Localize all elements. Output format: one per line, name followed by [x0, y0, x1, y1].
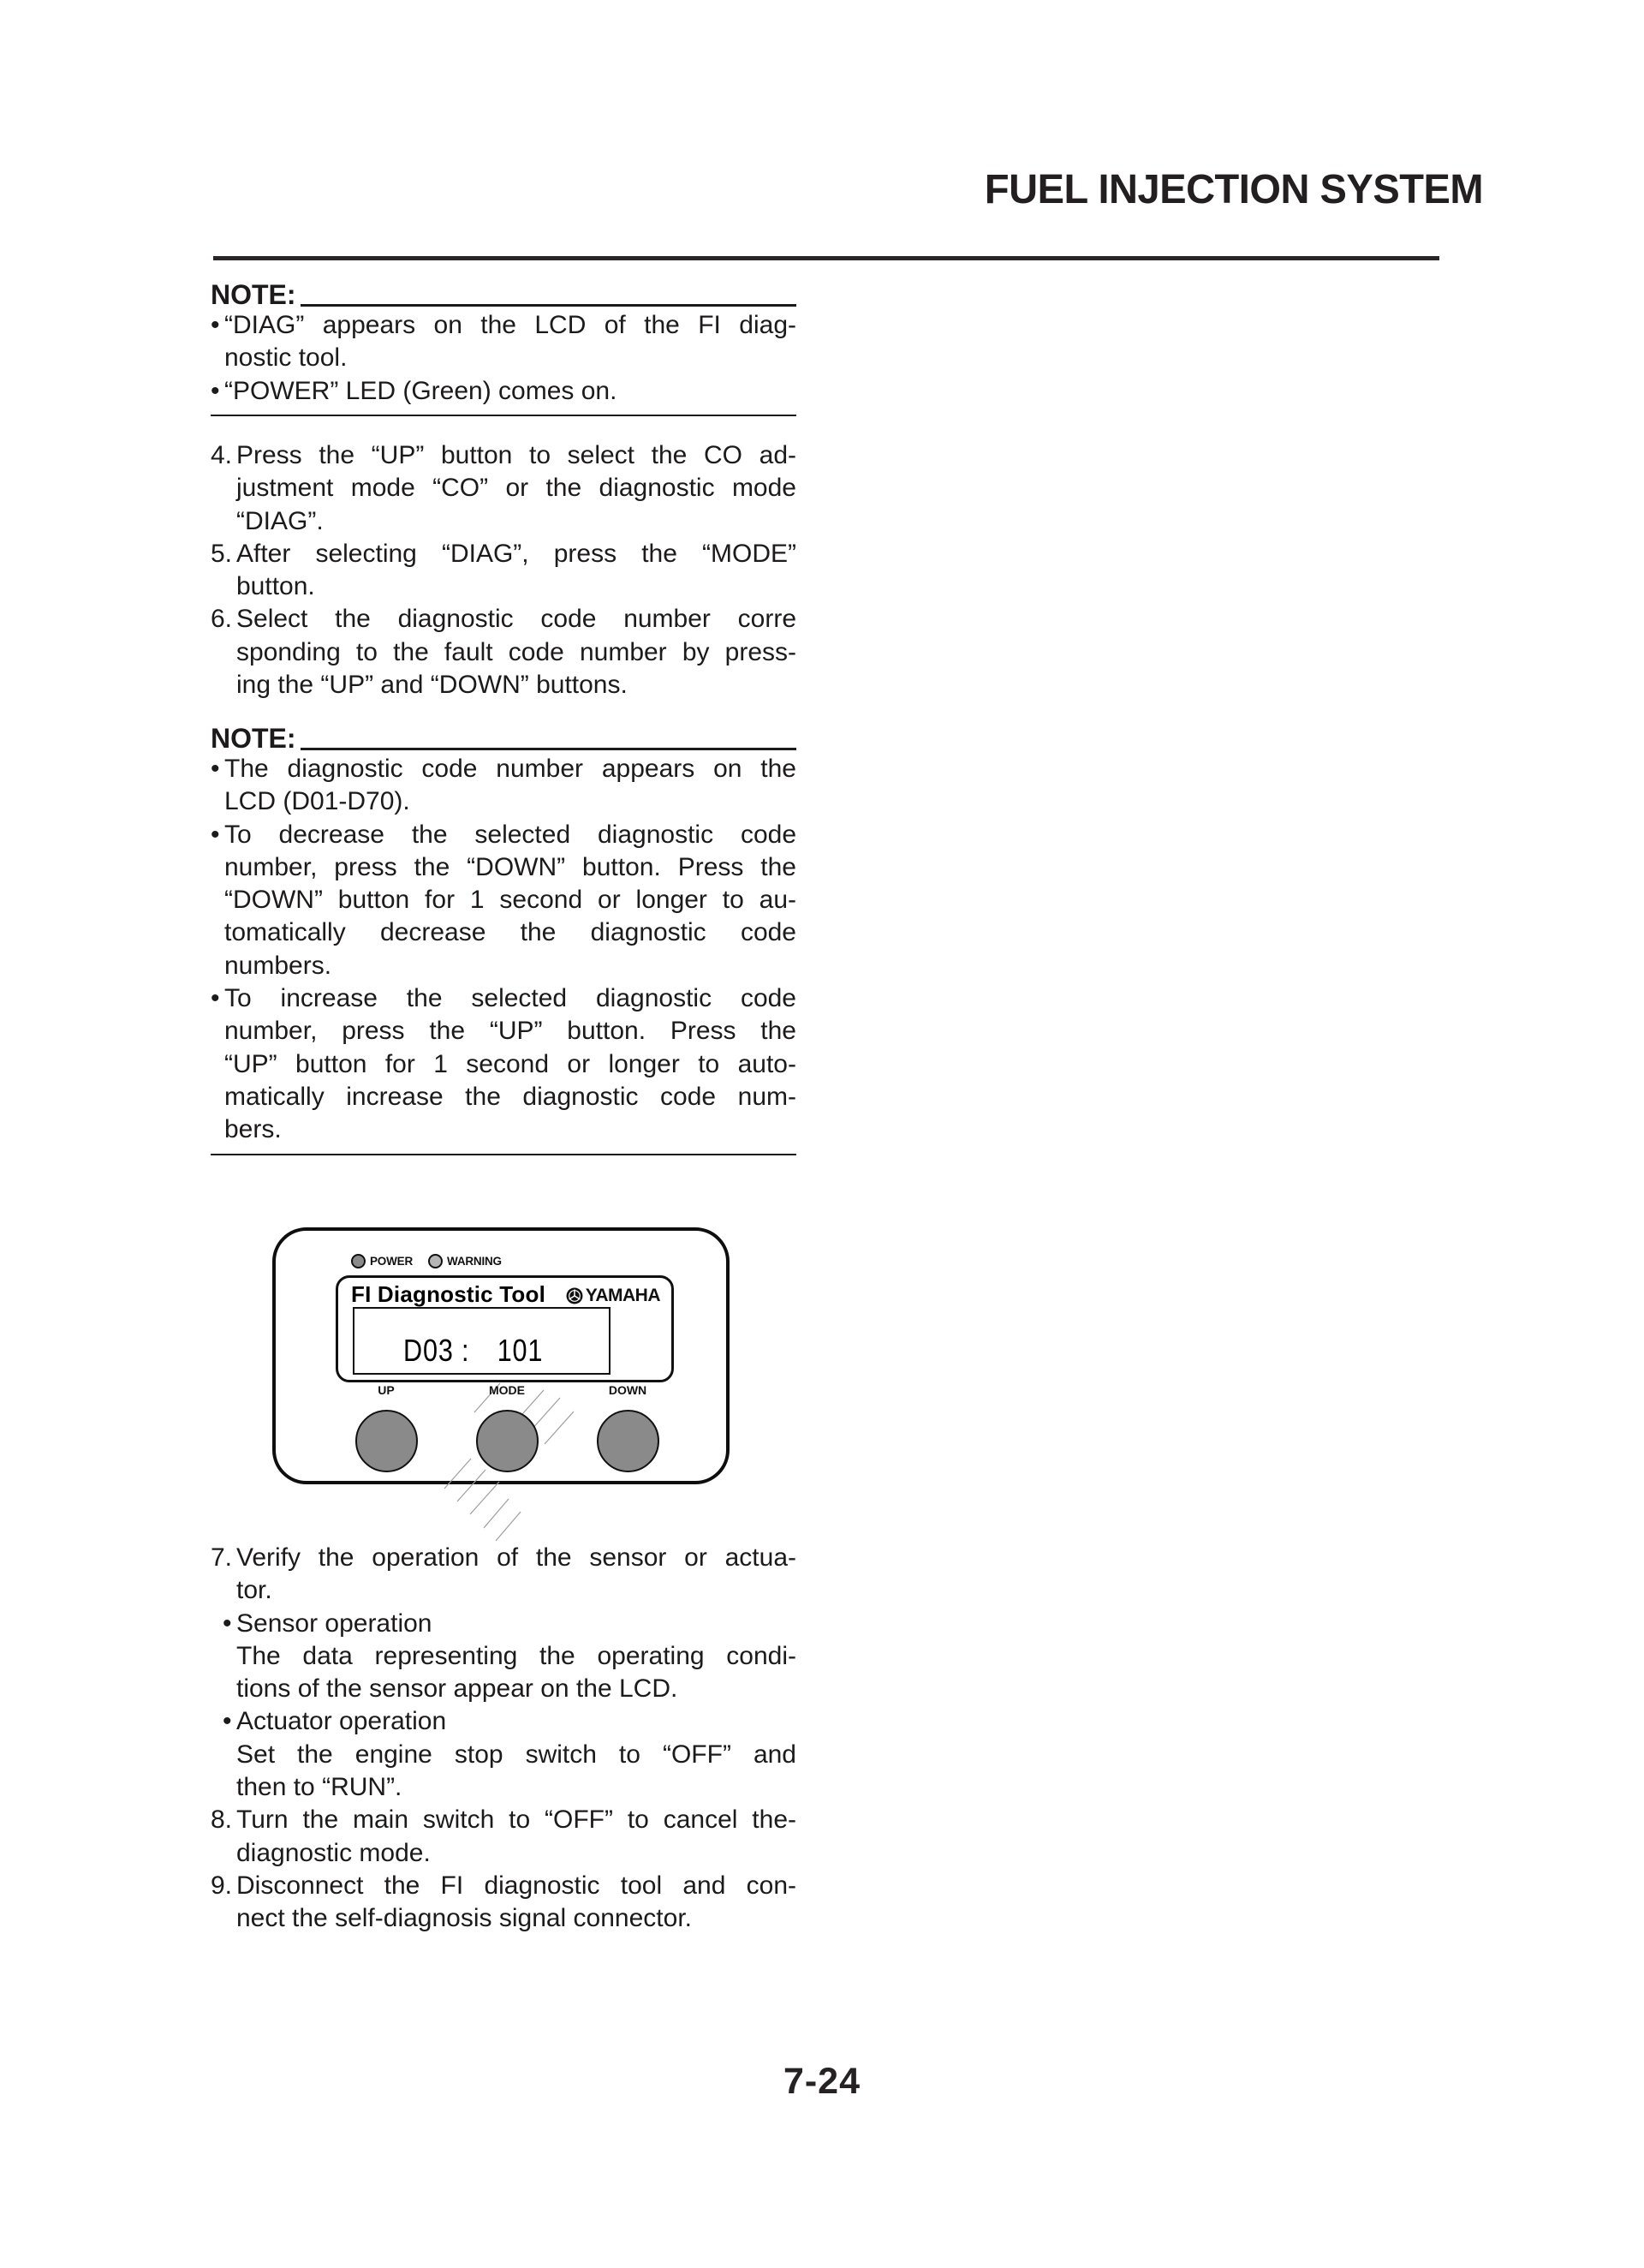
- step-number: 6.: [211, 605, 233, 634]
- step-line: Turn the main switch to “OFF” to cancel the-: [236, 1805, 796, 1835]
- mode-button-label: MODE: [489, 1383, 525, 1397]
- warning-led: [428, 1254, 502, 1268]
- note-bullet-item: [211, 982, 796, 1146]
- continuation-text: [211, 1640, 796, 1706]
- up-button-label: UP: [378, 1383, 395, 1397]
- note-bullet-line: “DIAG” appears on the LCD of the FI diag-: [224, 311, 796, 339]
- note-bullet-line: “UP” button for 1 second or longer to auto-: [224, 1049, 796, 1078]
- note-bullet-line: nostic tool.: [224, 343, 348, 373]
- note-bullet-item: [211, 819, 796, 982]
- note-bullet-line: tomatically decrease the diagnostic code: [224, 918, 796, 947]
- step-line: The data representing the operating condi-: [236, 1641, 796, 1670]
- continuation-text: [211, 1739, 796, 1805]
- step-line: diagnostic mode.: [236, 1838, 431, 1867]
- step-line: Select the diagnostic code number corre: [236, 605, 796, 634]
- step-line: ing the “UP” and “DOWN” buttons.: [236, 671, 628, 700]
- note-block-2: [211, 722, 796, 1155]
- down-button-label: DOWN: [608, 1383, 647, 1397]
- mode-button: [447, 1382, 567, 1472]
- bullet-dot: •: [223, 1707, 232, 1736]
- step-line: Press the “UP” button to select the CO ad-: [236, 441, 796, 469]
- power-led-circle: [351, 1254, 366, 1268]
- note-bullet-line: bers.: [224, 1115, 282, 1144]
- warning-led-label: WARNING: [447, 1255, 502, 1268]
- step-number: 7.: [211, 1543, 233, 1572]
- note-underline: [301, 748, 796, 750]
- note-bullet-line: To increase the selected diagnostic code: [224, 984, 796, 1013]
- step-line: justment mode “CO” or the diagnostic mode: [236, 474, 796, 503]
- note-bullet-line: To decrease the selected diagnostic code: [224, 820, 796, 849]
- step-item: [211, 1804, 796, 1870]
- step-number: 9.: [211, 1871, 233, 1900]
- sub-bullet-item: [211, 1608, 796, 1640]
- step-line: sponding to the fault code number by press-: [236, 637, 796, 666]
- note-bullet-line: The diagnostic code number appears on the: [224, 755, 796, 783]
- bullet-dot: •: [211, 755, 220, 783]
- step-number: 8.: [211, 1805, 233, 1835]
- note-end-rule: [211, 415, 796, 416]
- lcd-code: D03 :: [403, 1333, 470, 1368]
- step-line: Sensor operation: [236, 1608, 432, 1638]
- led-row: [351, 1254, 502, 1268]
- step-number: 4.: [211, 441, 233, 469]
- tool-front-panel: [336, 1275, 674, 1382]
- step-line: Verify the operation of the sensor or actua-: [236, 1543, 796, 1572]
- mode-button-circle: [476, 1410, 539, 1472]
- bullet-dot: •: [211, 984, 220, 1013]
- bullet-dot: •: [211, 376, 220, 405]
- up-button: [326, 1382, 446, 1472]
- note-bullet-line: numbers.: [224, 951, 332, 980]
- bullet-dot: •: [223, 1608, 232, 1638]
- note-bullet-line: “DOWN” button for 1 second or longer to au-: [224, 886, 796, 915]
- note-bullet-item: [211, 375, 796, 408]
- panel-title: FI Diagnostic Tool: [351, 1281, 545, 1307]
- step-line: Set the engine stop switch to “OFF” and: [236, 1740, 796, 1769]
- step-line: nect the self-diagnosis signal connector.: [236, 1904, 692, 1933]
- step-line: Actuator operation: [236, 1707, 447, 1736]
- step-line: button.: [236, 572, 315, 601]
- note1-items: [211, 309, 796, 408]
- step-line: then to “RUN”.: [236, 1773, 402, 1802]
- step-item: [211, 1870, 796, 1936]
- note-bullet-item: [211, 753, 796, 819]
- step-number: 5.: [211, 539, 233, 568]
- lcd-value: 101: [497, 1333, 544, 1368]
- step-line: Disconnect the FI diagnostic tool and con-: [236, 1871, 796, 1900]
- brand-name: YAMAHA: [585, 1286, 660, 1305]
- power-led-label: POWER: [370, 1255, 414, 1268]
- step-item: [211, 538, 796, 604]
- fi-diagnostic-tool-diagram: [272, 1227, 730, 1484]
- steps-7-9: [211, 1542, 796, 1936]
- note-underline: [301, 304, 796, 307]
- note-block-1: [211, 278, 796, 416]
- page-title: FUEL INJECTION SYSTEM: [984, 167, 1483, 212]
- up-button-circle: [355, 1410, 418, 1472]
- warning-led-circle: [428, 1254, 443, 1268]
- note-label: NOTE:: [211, 279, 296, 310]
- note-bullet-line: “POWER” LED (Green) comes on.: [224, 376, 617, 405]
- step-line: tions of the sensor appear on the LCD.: [236, 1674, 678, 1704]
- brand: [566, 1286, 660, 1306]
- step-item: [211, 603, 796, 701]
- note-heading: [211, 722, 796, 753]
- note-bullet-line: number, press the “DOWN” button. Press the: [224, 852, 796, 881]
- power-led: [351, 1254, 413, 1268]
- yamaha-logo-icon: [566, 1287, 583, 1304]
- down-button: [568, 1382, 688, 1472]
- note-bullet-line: LCD (D01-D70).: [224, 787, 410, 816]
- bullet-dot: •: [211, 820, 220, 849]
- note-bullet-line: matically increase the diagnostic code num-: [224, 1082, 796, 1111]
- note-bullet-line: number, press the “UP” button. Press the: [224, 1017, 796, 1046]
- note-end-rule: [211, 1154, 796, 1155]
- bullet-dot: •: [211, 311, 220, 339]
- step-item: [211, 1542, 796, 1608]
- lcd-display: [353, 1307, 611, 1375]
- header-rule: [213, 256, 1439, 260]
- step-item: [211, 439, 796, 538]
- step-line: After selecting “DIAG”, press the “MODE”: [236, 539, 796, 568]
- note-bullet-item: [211, 309, 796, 375]
- note-heading: [211, 278, 796, 309]
- note-label: NOTE:: [211, 723, 296, 754]
- down-button-circle: [597, 1410, 659, 1472]
- lcd-text: [403, 1333, 543, 1369]
- step-line: “DIAG”.: [236, 506, 324, 535]
- note2-items: [211, 753, 796, 1147]
- sub-bullet-item: [211, 1705, 796, 1738]
- step-line: tor.: [236, 1576, 272, 1605]
- page-number: 7-24: [783, 2061, 861, 2102]
- steps-4-6: [211, 439, 796, 701]
